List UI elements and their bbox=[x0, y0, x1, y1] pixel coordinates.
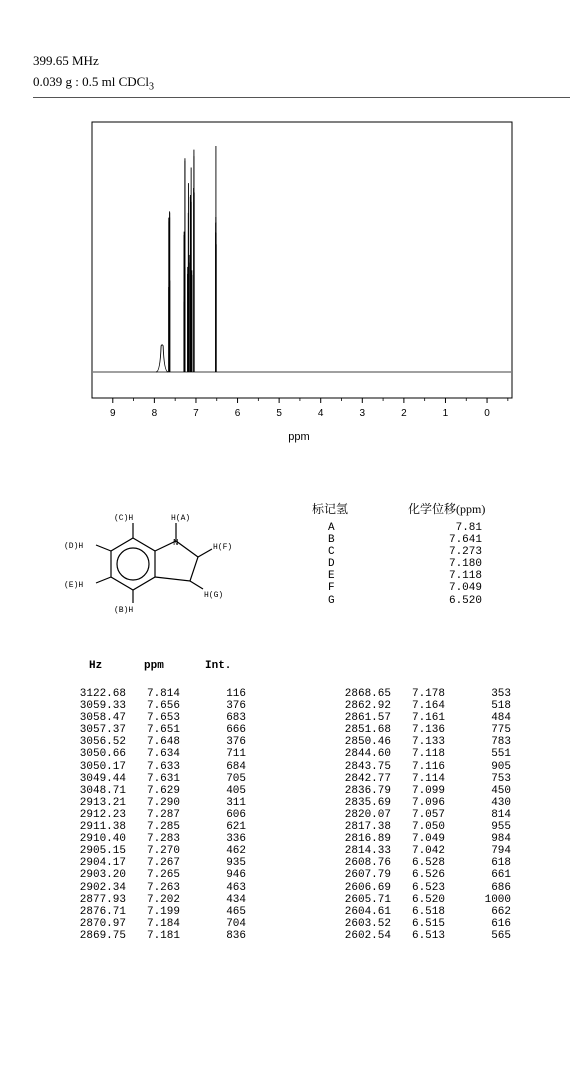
peak-row bbox=[335, 785, 515, 797]
indole-structure bbox=[60, 505, 280, 635]
assignment-header-shift: 化学位移(ppm) bbox=[408, 502, 486, 516]
label-n: N bbox=[173, 538, 179, 548]
peak-ppm: 7.116 bbox=[411, 760, 445, 773]
peak-int: 616 bbox=[491, 917, 511, 930]
peak-ppm: 7.161 bbox=[411, 712, 445, 725]
peak-int: 484 bbox=[491, 712, 511, 725]
peak-ppm: 7.656 bbox=[146, 700, 180, 713]
peak-row bbox=[70, 857, 250, 869]
peak-ppm: 7.290 bbox=[146, 796, 180, 809]
peak-ppm: 7.283 bbox=[146, 833, 180, 846]
peak-hz: 3050.17 bbox=[79, 760, 126, 773]
x-axis bbox=[110, 398, 508, 419]
peak-ppm: 7.651 bbox=[146, 724, 180, 737]
assignment-labels bbox=[328, 522, 335, 607]
peak-int: 621 bbox=[226, 821, 246, 834]
assignment-label: B bbox=[328, 534, 335, 547]
peak-ppm: 7.049 bbox=[411, 833, 445, 846]
peak-row bbox=[335, 724, 515, 736]
peak-hz: 2851.68 bbox=[344, 724, 391, 737]
peak-int: 376 bbox=[226, 700, 246, 713]
peak-row bbox=[70, 688, 250, 700]
peak-int: 353 bbox=[491, 688, 511, 700]
peak-hz: 2842.77 bbox=[344, 772, 391, 785]
peak-int: 376 bbox=[226, 736, 246, 749]
peak-int: 794 bbox=[491, 845, 511, 858]
header-ppm: ppm bbox=[144, 660, 164, 672]
peak-hz: 3056.52 bbox=[79, 736, 126, 749]
peak-int: 618 bbox=[491, 857, 511, 870]
peak-row bbox=[70, 882, 250, 894]
peak-row bbox=[335, 869, 515, 881]
assignment-shift: 6.520 bbox=[448, 594, 482, 607]
peak-ppm: 7.184 bbox=[146, 917, 180, 930]
peak-row bbox=[70, 894, 250, 906]
peak-ppm: 7.653 bbox=[146, 712, 180, 725]
peak-int: 661 bbox=[491, 869, 511, 882]
peak-ppm: 7.633 bbox=[146, 760, 180, 773]
assignment-shift: 7.273 bbox=[448, 546, 482, 559]
peak-hz: 2861.57 bbox=[344, 712, 391, 725]
peak-int: 683 bbox=[226, 712, 246, 725]
x-tick-label: 9 bbox=[110, 408, 116, 419]
peak-ppm: 6.518 bbox=[411, 905, 445, 918]
label-h-g: H(G) bbox=[204, 591, 224, 600]
peak-row bbox=[70, 712, 250, 724]
assignment-label: D bbox=[328, 558, 335, 571]
label-b-h: (B)H bbox=[114, 606, 134, 615]
peak-row bbox=[335, 712, 515, 724]
peak-hz: 2602.54 bbox=[344, 929, 391, 942]
peak-row bbox=[70, 785, 250, 797]
peak-hz: 2603.52 bbox=[344, 917, 391, 930]
peak-row bbox=[335, 809, 515, 821]
bond-d bbox=[96, 545, 111, 551]
peak-hz: 2814.33 bbox=[344, 845, 391, 858]
peak-int: 984 bbox=[491, 833, 511, 846]
label-c-h: (C)H bbox=[114, 514, 134, 523]
x-tick-label: 0 bbox=[484, 408, 490, 419]
peak-int: 463 bbox=[226, 881, 246, 894]
peak-ppm: 7.634 bbox=[146, 748, 180, 761]
peak-ppm: 7.114 bbox=[411, 772, 445, 785]
peak-row bbox=[70, 761, 250, 773]
peak-ppm: 7.631 bbox=[146, 772, 180, 785]
peak-row bbox=[335, 918, 515, 930]
peak-hz: 2905.15 bbox=[79, 845, 126, 858]
peak-int: 465 bbox=[226, 905, 246, 918]
peak-row bbox=[70, 797, 250, 809]
label-h-f: H(F) bbox=[213, 543, 233, 552]
peak-row bbox=[335, 882, 515, 894]
peak-int: 935 bbox=[226, 857, 246, 870]
assignment-shift: 7.180 bbox=[448, 558, 482, 571]
peak-ppm: 7.136 bbox=[411, 724, 445, 737]
sample-description bbox=[33, 74, 154, 93]
peak-ppm: 7.181 bbox=[146, 929, 180, 942]
peak-hz: 3048.71 bbox=[79, 784, 126, 797]
peak-ppm: 7.133 bbox=[411, 736, 445, 749]
peak-hz: 3050.66 bbox=[79, 748, 126, 761]
peak-int: 704 bbox=[226, 917, 246, 930]
assignment-label: C bbox=[328, 546, 335, 559]
peak-hz: 2910.40 bbox=[79, 833, 126, 846]
peak-hz: 2604.61 bbox=[344, 905, 391, 918]
sample-subscript: 3 bbox=[148, 81, 154, 93]
peak-int: 606 bbox=[226, 808, 246, 821]
peak-ppm: 7.199 bbox=[146, 905, 180, 918]
peak-int: 686 bbox=[491, 881, 511, 894]
peak-hz: 2870.97 bbox=[79, 917, 126, 930]
peak-int: 565 bbox=[491, 929, 511, 942]
peak-ppm: 7.263 bbox=[146, 881, 180, 894]
peak-int: 405 bbox=[226, 784, 246, 797]
peak-hz: 2606.69 bbox=[344, 881, 391, 894]
peak-ppm: 6.520 bbox=[411, 893, 445, 906]
peak-row bbox=[335, 797, 515, 809]
peak-int: 705 bbox=[226, 772, 246, 785]
header-divider bbox=[33, 97, 570, 98]
peak-hz: 2816.89 bbox=[344, 833, 391, 846]
nmr-spectrum-chart bbox=[0, 110, 570, 450]
peak-row bbox=[70, 906, 250, 918]
peak-row bbox=[70, 700, 250, 712]
peak-row bbox=[70, 821, 250, 833]
peak-row bbox=[335, 700, 515, 712]
sample-text: 0.039 g : 0.5 ml CDCl bbox=[33, 74, 149, 89]
assignment-header-hydrogen: 标记氢 bbox=[312, 502, 349, 516]
peak-row bbox=[335, 930, 515, 942]
peak-int: 753 bbox=[491, 772, 511, 785]
peak-ppm: 7.096 bbox=[411, 796, 445, 809]
peak-hz: 3057.37 bbox=[79, 724, 126, 737]
peak-int: 430 bbox=[491, 796, 511, 809]
peak-ppm: 7.202 bbox=[146, 893, 180, 906]
peak-row bbox=[335, 906, 515, 918]
label-d-h: (D)H bbox=[64, 542, 84, 551]
assignment-shift: 7.118 bbox=[448, 570, 482, 583]
peak-int: 684 bbox=[226, 760, 246, 773]
peak-hz: 2877.93 bbox=[79, 893, 126, 906]
peak-ppm: 6.513 bbox=[411, 929, 445, 942]
peak-table-left bbox=[70, 688, 250, 942]
peak-ppm: 7.118 bbox=[411, 748, 445, 761]
peak-hz: 2869.75 bbox=[79, 929, 126, 942]
peak-ppm: 7.270 bbox=[146, 845, 180, 858]
x-tick-label: 8 bbox=[151, 408, 158, 419]
peak-int: 946 bbox=[226, 869, 246, 882]
x-tick-label: 1 bbox=[442, 408, 449, 419]
peak-int: 434 bbox=[226, 893, 246, 906]
plot-frame bbox=[92, 122, 512, 398]
peak-int: 662 bbox=[491, 905, 511, 918]
peak-hz: 2913.21 bbox=[79, 796, 126, 809]
x-axis-label: ppm bbox=[288, 431, 310, 443]
peak-int: 814 bbox=[491, 808, 511, 821]
peak-row bbox=[70, 918, 250, 930]
peak-int: 311 bbox=[226, 796, 246, 809]
peak-hz: 2876.71 bbox=[79, 905, 126, 918]
assignment-label: F bbox=[328, 582, 335, 595]
peak-row bbox=[335, 857, 515, 869]
peak-hz: 2904.17 bbox=[79, 857, 126, 870]
peak-hz: 2817.38 bbox=[344, 821, 391, 834]
peak-int: 775 bbox=[491, 724, 511, 737]
peak-table-right bbox=[335, 688, 515, 942]
peak-int: 116 bbox=[226, 688, 246, 700]
peak-ppm: 7.285 bbox=[146, 821, 180, 834]
header-int: Int. bbox=[205, 660, 232, 672]
peak-ppm: 7.265 bbox=[146, 869, 180, 882]
peak-ppm: 7.057 bbox=[411, 808, 445, 821]
peak-hz: 2850.46 bbox=[344, 736, 391, 749]
peak-int: 450 bbox=[491, 784, 511, 797]
spectrum-peak bbox=[156, 345, 168, 372]
assignment-label: A bbox=[328, 522, 335, 534]
label-e-h: (E)H bbox=[64, 581, 84, 590]
peak-int: 518 bbox=[491, 700, 511, 713]
peak-hz: 3122.68 bbox=[79, 688, 126, 700]
peak-row bbox=[70, 748, 250, 760]
peak-row bbox=[335, 833, 515, 845]
peak-int: 711 bbox=[226, 748, 246, 761]
x-tick-label: 3 bbox=[359, 408, 366, 419]
peak-hz: 2903.20 bbox=[79, 869, 126, 882]
peak-row bbox=[335, 773, 515, 785]
peak-int: 462 bbox=[226, 845, 246, 858]
peak-hz: 3059.33 bbox=[79, 700, 126, 713]
peak-row bbox=[70, 845, 250, 857]
peak-hz: 2607.79 bbox=[344, 869, 391, 882]
assignment-shifts bbox=[422, 522, 482, 607]
peak-int: 955 bbox=[491, 821, 511, 834]
peak-int: 551 bbox=[491, 748, 511, 761]
peak-hz: 2912.23 bbox=[79, 808, 126, 821]
bond-g bbox=[190, 581, 203, 589]
peak-ppm: 6.526 bbox=[411, 869, 445, 882]
peak-ppm: 7.178 bbox=[411, 688, 445, 700]
peak-ppm: 7.648 bbox=[146, 736, 180, 749]
peak-hz: 3049.44 bbox=[79, 772, 126, 785]
x-tick-label: 6 bbox=[234, 408, 241, 419]
peak-row bbox=[335, 748, 515, 760]
peak-hz: 2911.38 bbox=[79, 821, 126, 834]
peak-ppm: 6.528 bbox=[411, 857, 445, 870]
assignment-label: G bbox=[328, 594, 335, 607]
assignment-shift: 7.641 bbox=[448, 534, 482, 547]
peak-row bbox=[70, 930, 250, 942]
peak-row bbox=[70, 833, 250, 845]
peak-int: 905 bbox=[491, 760, 511, 773]
peak-row bbox=[70, 773, 250, 785]
peak-row bbox=[335, 761, 515, 773]
x-tick-label: 5 bbox=[276, 408, 282, 419]
header-hz: Hz bbox=[89, 660, 103, 672]
peak-int: 336 bbox=[226, 833, 246, 846]
assignment-shift: 7.049 bbox=[448, 582, 482, 595]
peak-hz: 2836.79 bbox=[344, 784, 391, 797]
x-tick-label: 2 bbox=[401, 408, 407, 419]
peak-hz: 3058.47 bbox=[79, 712, 126, 725]
peak-row bbox=[335, 688, 515, 700]
peak-int: 783 bbox=[491, 736, 511, 749]
peak-ppm: 7.164 bbox=[411, 700, 445, 713]
peak-ppm: 6.523 bbox=[411, 881, 445, 894]
peak-hz: 2820.07 bbox=[344, 808, 391, 821]
peak-ppm: 7.814 bbox=[146, 688, 180, 700]
bond-e bbox=[96, 577, 111, 583]
peak-int: 666 bbox=[226, 724, 246, 737]
peak-row bbox=[335, 894, 515, 906]
assignment-label: E bbox=[328, 570, 335, 583]
peak-hz: 2835.69 bbox=[344, 796, 391, 809]
label-h-a: H(A) bbox=[171, 514, 191, 523]
peak-row bbox=[70, 869, 250, 881]
assignment-shift: 7.81 bbox=[455, 522, 482, 534]
aromatic-circle bbox=[117, 548, 149, 580]
peak-hz: 2902.34 bbox=[79, 881, 126, 894]
peak-row bbox=[335, 845, 515, 857]
peaks-layer bbox=[93, 146, 511, 372]
peak-ppm: 7.050 bbox=[411, 821, 445, 834]
peak-ppm: 6.515 bbox=[411, 917, 445, 930]
x-tick-label: 4 bbox=[317, 408, 324, 419]
peak-ppm: 7.287 bbox=[146, 808, 180, 821]
x-tick-label: 7 bbox=[193, 408, 199, 419]
peak-int: 1000 bbox=[484, 893, 511, 906]
peak-int: 836 bbox=[226, 929, 246, 942]
peak-hz: 2868.65 bbox=[344, 688, 391, 700]
spectrometer-frequency: 399.65 MHz bbox=[33, 53, 99, 68]
peak-row bbox=[70, 724, 250, 736]
peak-ppm: 7.267 bbox=[146, 857, 180, 870]
peak-hz: 2843.75 bbox=[344, 760, 391, 773]
peak-ppm: 7.629 bbox=[146, 784, 180, 797]
bond-f bbox=[198, 549, 212, 557]
peak-row bbox=[70, 736, 250, 748]
peak-row bbox=[335, 821, 515, 833]
peak-hz: 2862.92 bbox=[344, 700, 391, 713]
peak-row bbox=[335, 736, 515, 748]
peak-hz: 2608.76 bbox=[344, 857, 391, 870]
peak-hz: 2844.60 bbox=[344, 748, 391, 761]
peak-ppm: 7.099 bbox=[411, 784, 445, 797]
peak-row bbox=[70, 809, 250, 821]
peak-hz: 2605.71 bbox=[344, 893, 391, 906]
peak-ppm: 7.042 bbox=[411, 845, 445, 858]
